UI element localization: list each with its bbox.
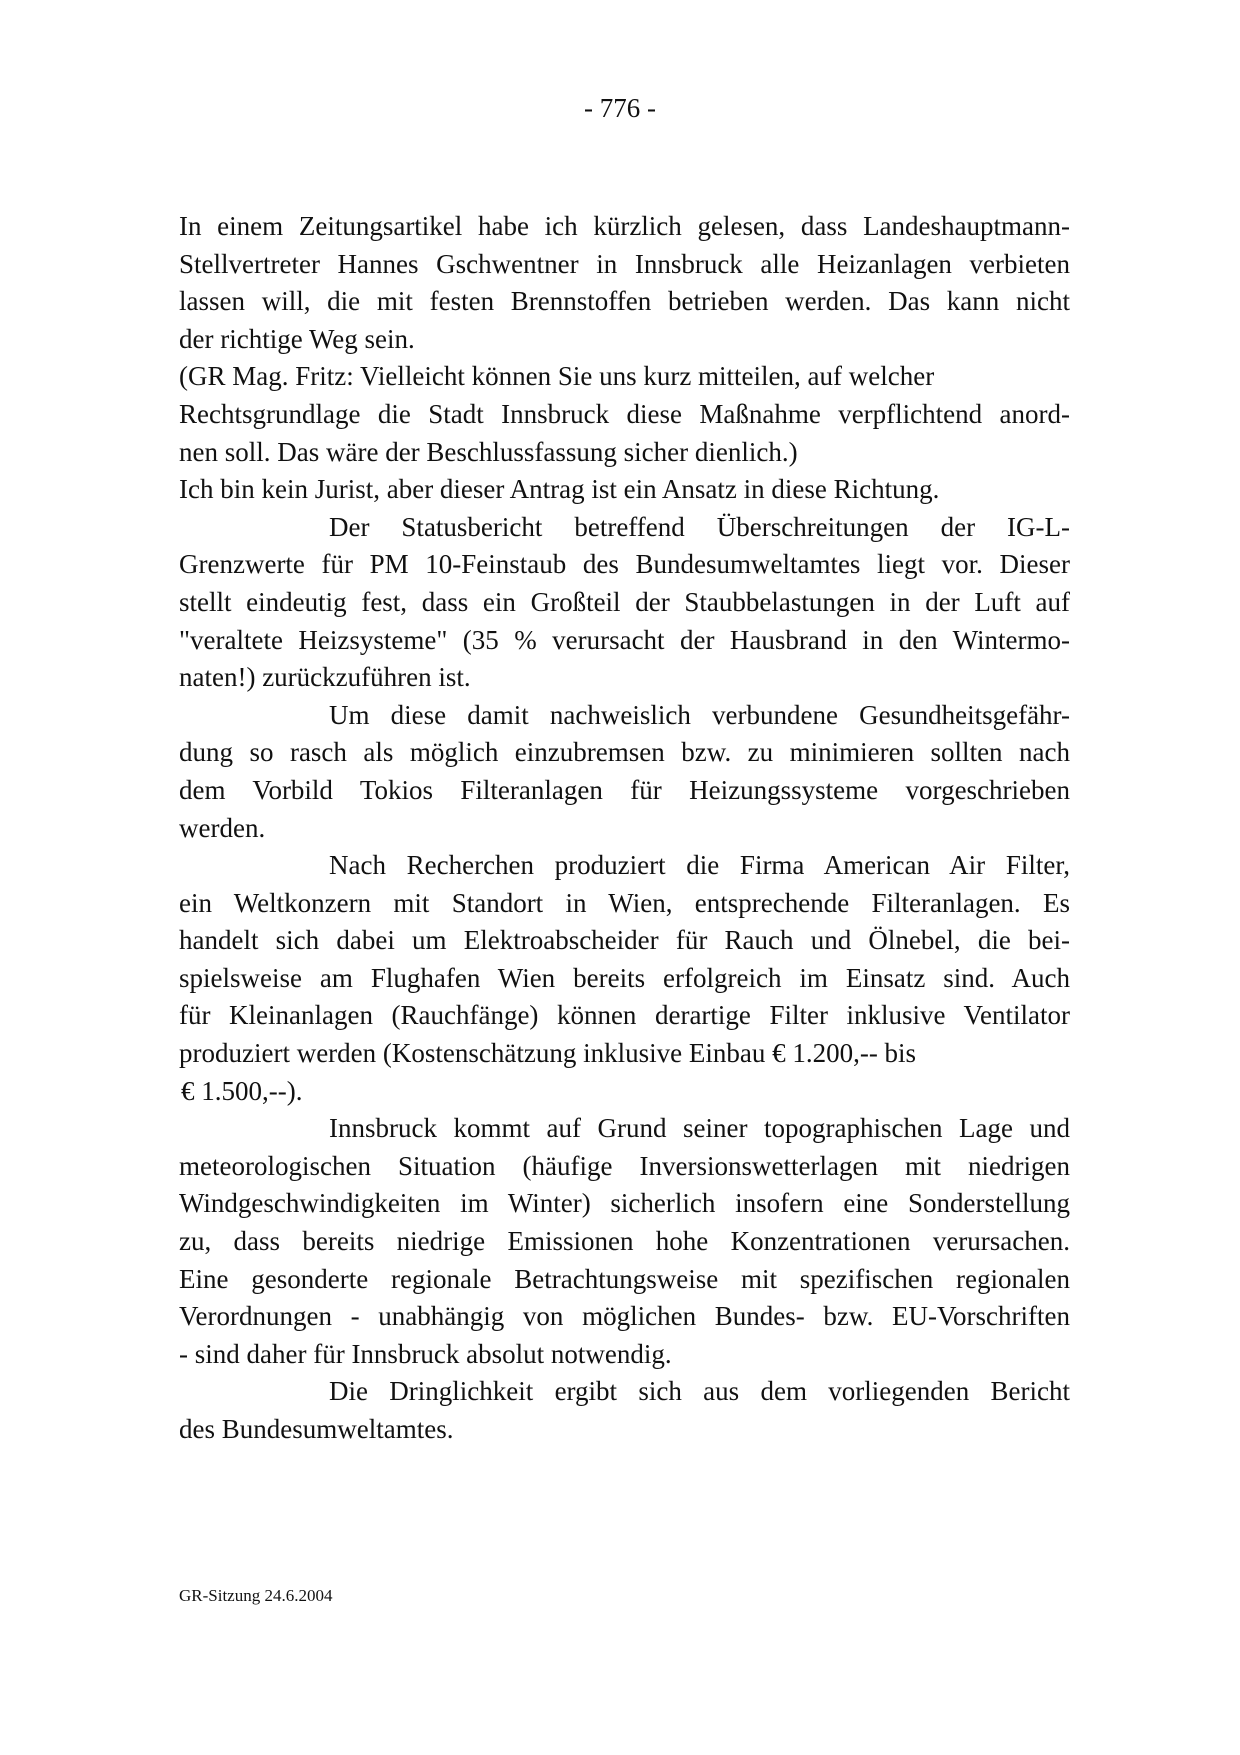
text-line: zu, dass bereits niedrige Emissionen hohe Konzentrationen verursachen. bbox=[179, 1226, 1070, 1257]
text-line: meteorologischen Situation (häufige Inversionswetterlagen mit niedrigen bbox=[179, 1150, 1070, 1181]
text-line: werden. bbox=[179, 812, 266, 843]
paragraph bbox=[179, 847, 1070, 1110]
text-line: Ich bin kein Jurist, aber dieser Antrag ist ein Ansatz in diese Richtung. bbox=[179, 474, 940, 505]
text-line: Die Dringlichkeit ergibt sich aus dem vorliegenden Bericht bbox=[329, 1376, 1070, 1407]
text-line: € 1.500,--). bbox=[181, 1075, 303, 1106]
text-line: lassen will, die mit festen Brennstoffen betrieben werden. Das kann nicht bbox=[179, 286, 1070, 317]
text-line: Um diese damit nachweislich verbundene Gesundheitsgefähr- bbox=[329, 699, 1070, 730]
text-line: Der Statusbericht betreffend Überschreitungen der IG-L- bbox=[329, 511, 1070, 542]
text-line: naten!) zurückzuführen ist. bbox=[179, 662, 471, 693]
text-line: dem Vorbild Tokios Filteranlagen für Heizungssysteme vorgeschrieben bbox=[179, 774, 1070, 805]
page-number: - 776 - bbox=[584, 93, 656, 123]
text-line: für Kleinanlagen (Rauchfänge) können derartige Filter inklusive Ventilator bbox=[179, 1000, 1070, 1031]
text-line: Windgeschwindigkeiten im Winter) sicherlich insofern eine Sonderstellung bbox=[179, 1188, 1070, 1219]
text-line: der richtige Weg sein. bbox=[179, 323, 415, 354]
text-line: Verordnungen - unabhängig von möglichen Bundes- bzw. EU-Vorschriften bbox=[179, 1301, 1070, 1332]
text-line: In einem Zeitungsartikel habe ich kürzlich gelesen, dass Landeshauptmann- bbox=[179, 211, 1070, 241]
paragraph bbox=[179, 1373, 1070, 1448]
footer-session-date: GR-Sitzung 24.6.2004 bbox=[179, 1586, 333, 1605]
text-line: (GR Mag. Fritz: Vielleicht können Sie uns kurz mitteilen, auf welcher bbox=[179, 361, 935, 392]
paragraph bbox=[179, 509, 1070, 697]
text-line: Stellvertreter Hannes Gschwentner in Innsbruck alle Heizanlagen verbieten bbox=[179, 248, 1070, 279]
text-line: handelt sich dabei um Elektroabscheider für Rauch und Ölnebel, die bei- bbox=[179, 925, 1070, 956]
text-line: spielsweise am Flughafen Wien bereits erfolgreich im Einsatz sind. Auch bbox=[179, 962, 1070, 993]
text-line: nen soll. Das wäre der Beschlussfassung sicher dienlich.) bbox=[179, 436, 798, 467]
text-line: des Bundesumweltamtes. bbox=[179, 1414, 454, 1444]
paragraph-interjection bbox=[179, 358, 1070, 471]
paragraph bbox=[179, 208, 1070, 358]
paragraph bbox=[179, 697, 1070, 847]
paragraph bbox=[179, 471, 1070, 509]
text-line: produziert werden (Kostenschätzung inklusive Einbau € 1.200,-- bis bbox=[179, 1038, 917, 1069]
paragraph bbox=[179, 1110, 1070, 1373]
text-line: Nach Recherchen produziert die Firma American Air Filter, bbox=[329, 850, 1070, 881]
text-line: Grenzwerte für PM 10-Feinstaub des Bundesumweltamtes liegt vor. Dieser bbox=[179, 549, 1070, 580]
text-line: ein Weltkonzern mit Standort in Wien, entsprechende Filteranlagen. Es bbox=[179, 887, 1070, 918]
document-body bbox=[179, 208, 1070, 1449]
text-line: dung so rasch als möglich einzubremsen bzw. zu minimieren sollten nach bbox=[179, 737, 1070, 768]
text-line: stellt eindeutig fest, dass ein Großteil der Staubbelastungen in der Luft auf bbox=[179, 586, 1070, 617]
text-line: Innsbruck kommt auf Grund seiner topographischen Lage und bbox=[329, 1113, 1070, 1144]
text-line: "veraltete Heizsysteme" (35 % verursacht der Hausbrand in den Wintermo- bbox=[179, 624, 1070, 655]
text-line: - sind daher für Innsbruck absolut notwendig. bbox=[179, 1338, 672, 1369]
text-line: Rechtsgrundlage die Stadt Innsbruck diese Maßnahme verpflichtend anord- bbox=[179, 398, 1070, 429]
text-line: Eine gesonderte regionale Betrachtungsweise mit spezifischen regionalen bbox=[179, 1263, 1070, 1294]
